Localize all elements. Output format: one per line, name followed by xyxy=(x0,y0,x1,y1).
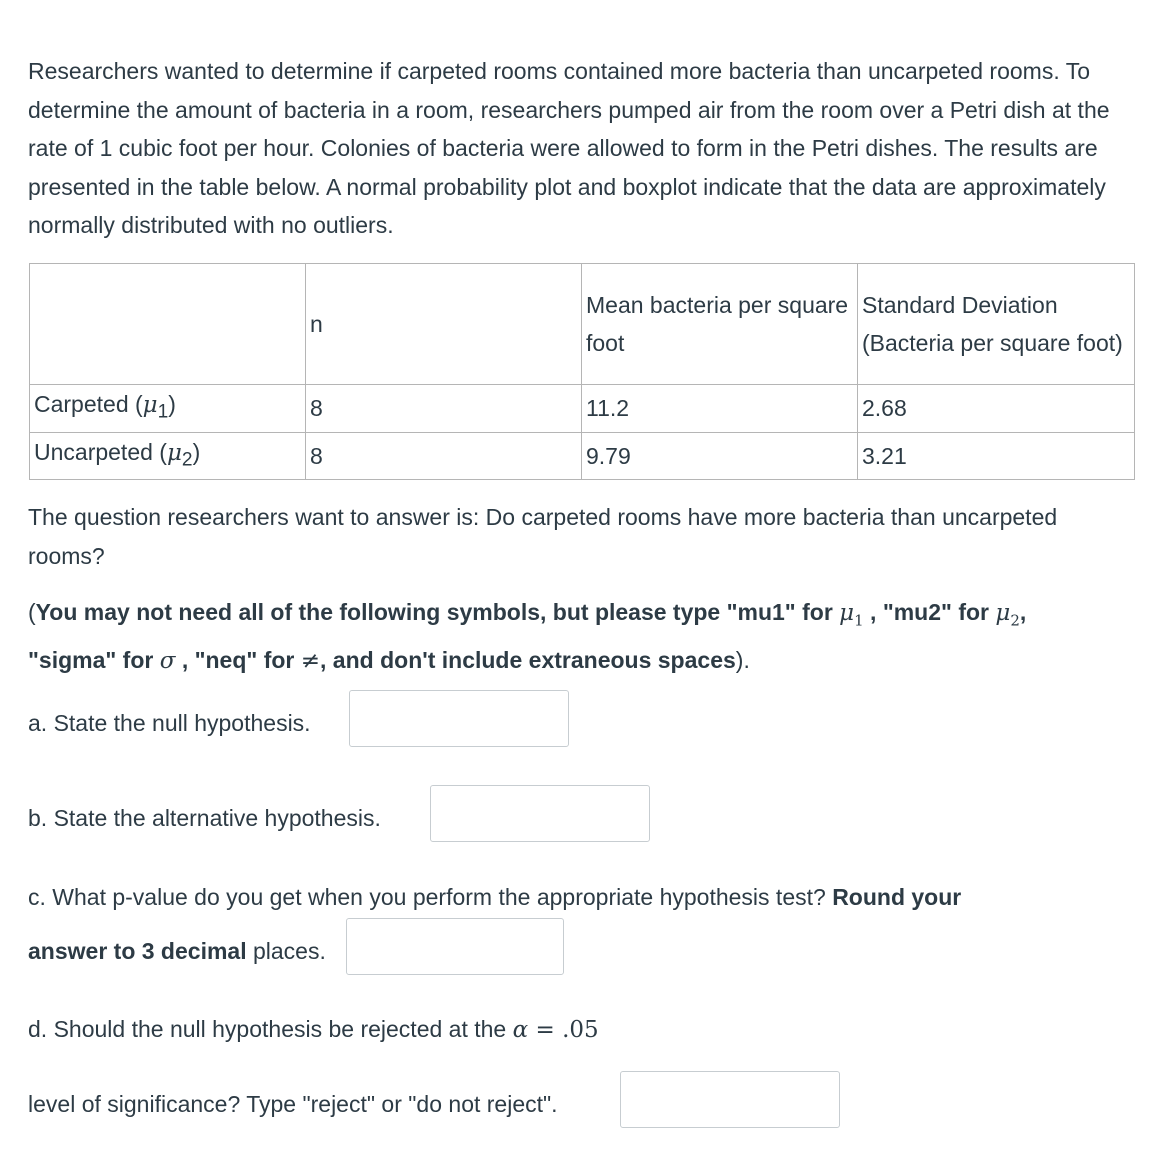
table-header-cell: Standard Deviation (Bacteria per square foot) xyxy=(858,264,1135,385)
table-cell: 8 xyxy=(306,385,582,433)
table-row-label: Uncarpeted $(\mu_2)$ xyxy=(30,432,306,480)
part-c-label: c. What p-value do you get when you perform the appropriate hypothesis test? Round your xyxy=(28,884,962,910)
part-d-label: d. Should the null hypothesis be rejected at the α = .05 xyxy=(28,1016,599,1043)
intro-paragraph: Researchers wanted to determine if carpeted rooms contained more bacteria than uncarpeted rooms. To determine the amount of bacteria in a room, researchers pumped air from the room over a Petri dish at the rate of 1 cubic foot per hour. Colonies of bacteria were allowed to form in the Petri dishes. The results are presented in the table below. A normal probability plot and boxplot indicate that the data are approximately normally distributed with no outliers. xyxy=(28,58,1110,238)
reject-decision-input[interactable] xyxy=(620,1071,840,1128)
part-b-label: b. State the alternative hypothesis. xyxy=(28,805,381,831)
research-question: The question researchers want to answer is: Do carpeted rooms have more bacteria than uncarpeted rooms? xyxy=(28,504,1058,569)
null-hypothesis-input[interactable] xyxy=(349,690,569,747)
table-header-cell: Mean bacteria per square foot xyxy=(582,264,858,385)
part-c-label-continued: answer to 3 decimal places. xyxy=(28,938,326,964)
table-row xyxy=(30,432,1135,480)
alternative-hypothesis-input[interactable] xyxy=(430,785,650,842)
table-header-row xyxy=(30,264,1135,385)
table-cell: 11.2 xyxy=(582,385,858,433)
table-row-label: Carpeted $(\mu_1)$ xyxy=(30,385,306,433)
subscript: 1 xyxy=(157,401,169,423)
table-cell: 9.79 xyxy=(582,432,858,480)
table-header-cell xyxy=(30,264,306,385)
table-cell: 3.21 xyxy=(858,432,1135,480)
part-d-label-continued: level of significance? Type "reject" or "do not reject". xyxy=(28,1091,558,1117)
part-a-label: a. State the null hypothesis. xyxy=(28,710,311,736)
table-row xyxy=(30,385,1135,433)
subscript: 2 xyxy=(181,449,193,471)
table-cell: 8 xyxy=(306,432,582,480)
table-header-cell: n xyxy=(306,264,582,385)
table-cell: 2.68 xyxy=(858,385,1135,433)
p-value-input[interactable] xyxy=(346,918,564,975)
symbol-instructions: (You may not need all of the following symbols, but please type "mu1" for $\mu_1$ , "mu2" for $\mu_2$, "sigma" for σ , "neq" for ≠, and don't include extraneous spaces). xyxy=(28,599,1027,674)
bacteria-table xyxy=(29,263,1135,480)
